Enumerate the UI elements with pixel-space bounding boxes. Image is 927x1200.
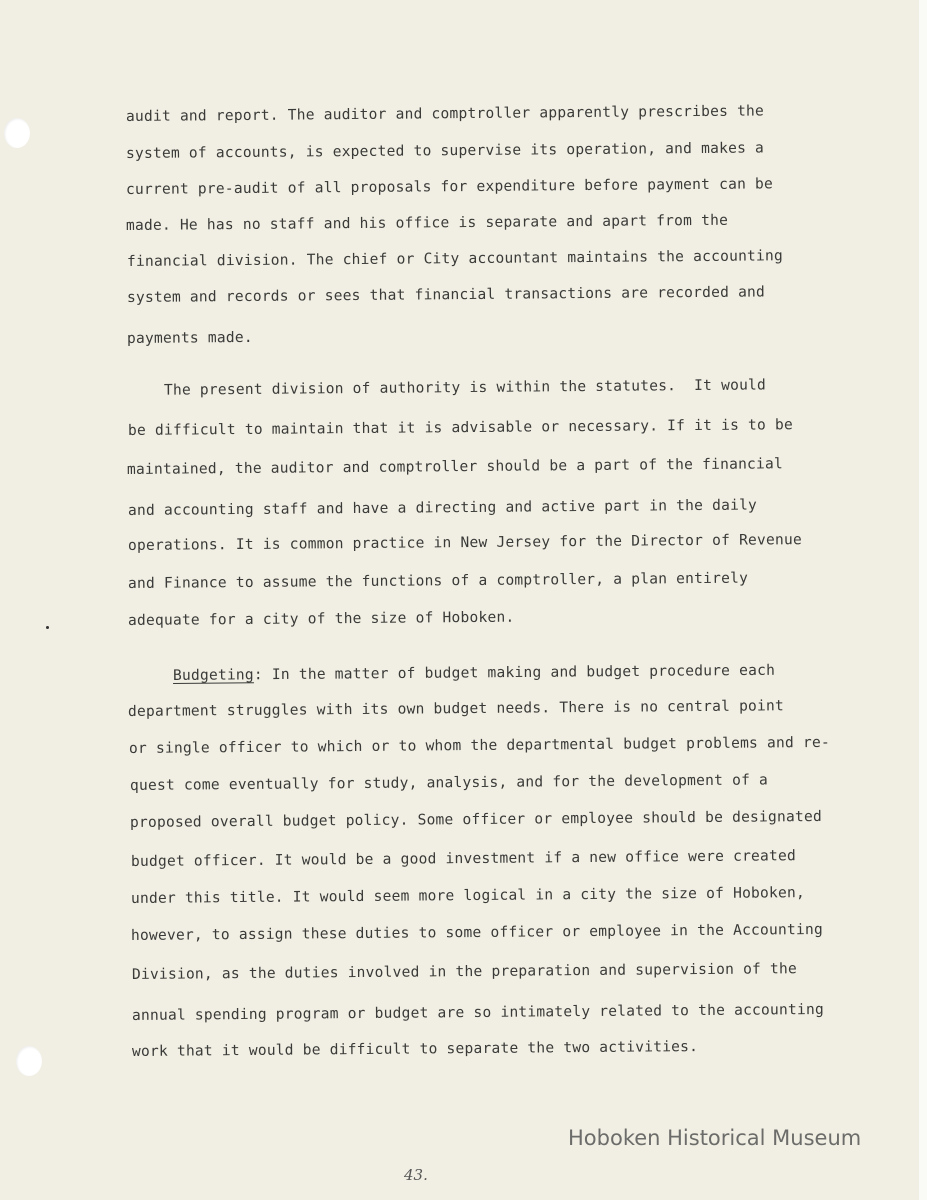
text-line: and Finance to assume the functions of a comptroller, a plan entirely <box>127 569 749 592</box>
text-line: or single officer to which or to whom the departmental budget problems and re- <box>128 733 830 757</box>
text-line: Division, as the duties involved in the preparation and supervision of the <box>131 960 798 983</box>
paper-speck <box>46 626 49 629</box>
text-line: operations. It is common practice in New Jersey for the Director of Revenue <box>127 531 803 554</box>
text-line: and accounting staff and have a directing and active part in the daily <box>127 496 758 519</box>
text-line: adequate for a city of the size of Hoboken. <box>127 608 515 629</box>
text-line: proposed overall budget policy. Some officer or employee should be designated <box>129 807 822 831</box>
text-line: budget officer. It would be a good investment if a new office were created <box>130 847 797 870</box>
budgeting-heading: Budgeting <box>172 666 254 684</box>
budgeting-heading-line <box>173 660 927 685</box>
text-line: annual spending program or budget are so intimately related to the accounting <box>131 1000 824 1024</box>
text-line: maintained, the auditor and comptroller should be a part of the financial <box>126 455 784 478</box>
heading-rest-text: : In the matter of budget making and budget procedure each <box>253 661 776 684</box>
text-line: audit and report. The auditor and comptroller apparently prescribes the <box>125 102 765 125</box>
page-number: 43. <box>404 1166 428 1184</box>
text-line: be difficult to maintain that it is advisable or necessary. If it is to be <box>127 416 794 439</box>
text-line: work that it would be difficult to separate the two activities. <box>131 1038 699 1060</box>
page-edge <box>919 0 927 1200</box>
text-line: however, to assign these duties to some officer or employee in the Accounting <box>130 920 823 944</box>
punch-hole-top <box>4 118 30 148</box>
text-line: system of accounts, is expected to supervise its operation, and makes a <box>125 139 765 162</box>
text-line: financial division. The chief or City accountant maintains the accounting <box>126 247 784 270</box>
text-line: under this title. It would seem more logical in a city the size of Hoboken, <box>130 884 806 907</box>
text-line: payments made. <box>126 328 253 347</box>
text-line: The present division of authority is within the statutes. It would <box>127 376 767 399</box>
text-line: department struggles with its own budget needs. There is no central point <box>127 697 785 720</box>
text-line: current pre-audit of all proposals for expenditure before payment can be <box>125 175 774 198</box>
punch-hole-bottom <box>16 1046 42 1076</box>
text-line: made. He has no staff and his office is separate and apart from the <box>125 211 729 234</box>
museum-watermark: Hoboken Historical Museum <box>568 1126 862 1150</box>
text-line: quest come eventually for study, analysis, and for the development of a <box>129 771 769 794</box>
text-line: system and records or sees that financial transactions are recorded and <box>126 283 766 306</box>
